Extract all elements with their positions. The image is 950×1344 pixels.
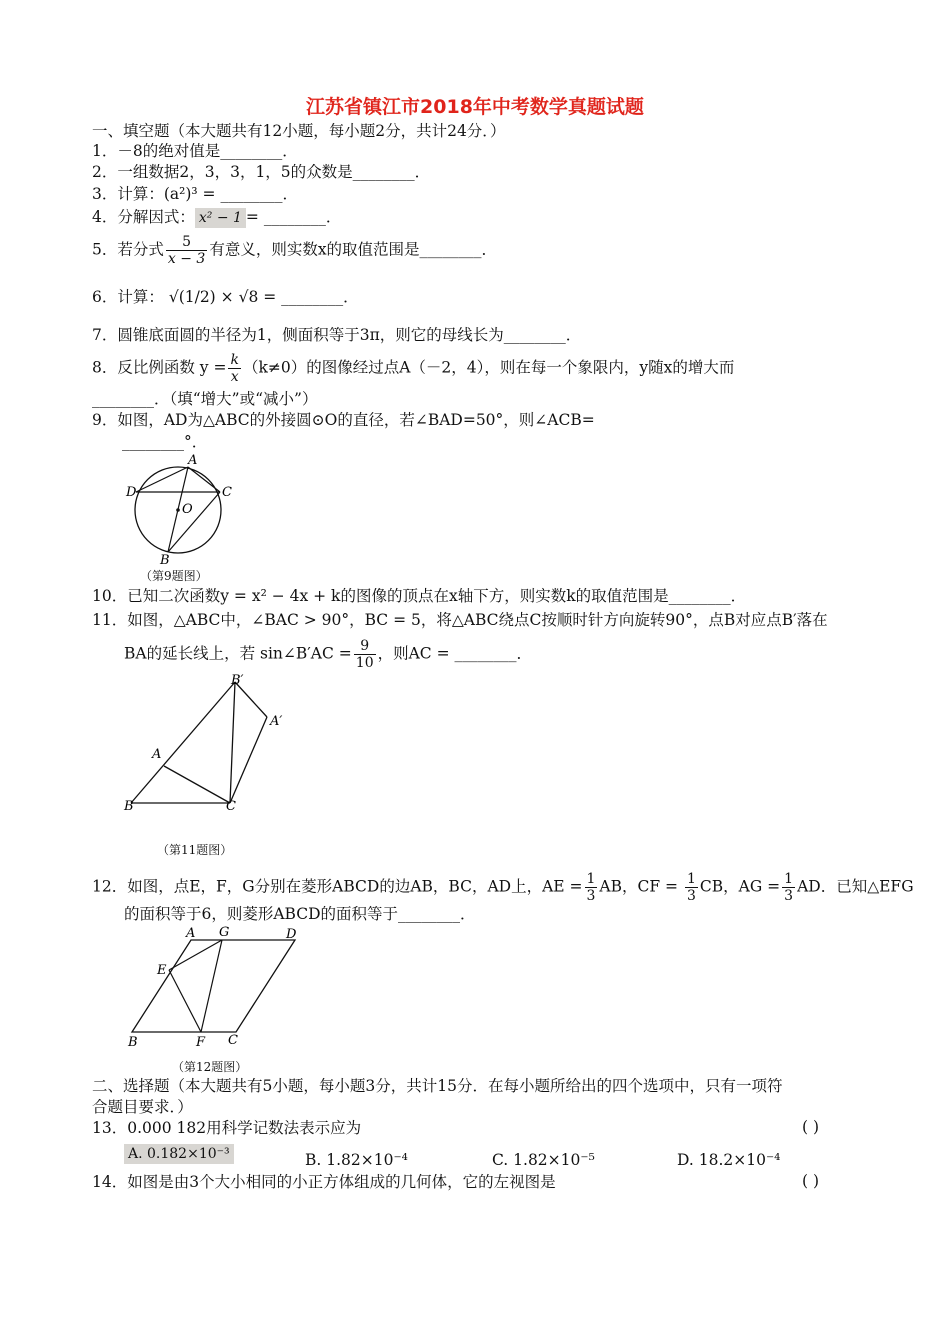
fig12-label-c: C [228, 1033, 238, 1048]
question-8-line2: ________．（填“增大”或“减小”） [92, 390, 318, 408]
q11-fraction [354, 638, 376, 671]
page-title: 江苏省镇江市2018年中考数学真题试题 [306, 96, 644, 118]
fig9-label-o: O [182, 502, 193, 517]
q12-2-den: 3 [686, 888, 696, 904]
question-13: 13．0.000 182用科学记数法表示应为 [92, 1119, 362, 1137]
q8-suffix: （k≠0）的图像经过点A（－2，4），则在每一个象限内，y随x的增大而 [242, 358, 735, 377]
section1-heading: 一、填空题（本大题共有12小题，每小题2分，共计24分．） [92, 122, 506, 140]
fig12-label-g: G [219, 925, 230, 940]
section2-heading: 二、选择题（本大题共有5小题，每小题3分，共计15分．在每小题所给出的四个选项中，只有一项符 [92, 1077, 783, 1095]
q11-denominator: 10 [355, 655, 374, 671]
q4-expression-image: x² − 1 [195, 208, 246, 228]
q12-2-text: CB，AG = [699, 877, 781, 896]
question-11: 11．如图，△ABC中，∠BAC > 90°，BC = 5，将△ABC绕点C按顺时针方向旋转90°，点B对应点B′落在 [92, 611, 828, 629]
question-9: 9．如图，AD为△ABC的外接圆⊙O的直径，若∠BAD=50°，则∠ACB= [92, 411, 595, 429]
figure-12 [120, 922, 320, 1052]
q12-text-b: AB，CF = [599, 877, 679, 896]
q13-options [124, 1143, 234, 1164]
fig11-label-a-prime: A′ [270, 714, 283, 729]
fig12-caption: （第12题图） [172, 1060, 248, 1074]
q11-numerator: 9 [354, 638, 376, 655]
fig9-label-d: D [126, 485, 137, 500]
fig12-label-e: E [157, 963, 167, 978]
q13-answer-paren: ( ) [802, 1118, 820, 1136]
q6-suffix: = ________． [263, 288, 359, 306]
section2-heading-line2: 合题目要求．） [92, 1098, 193, 1116]
question-7: 7．圆锥底面圆的半径为1，侧面积等于3π，则它的母线长为________． [92, 326, 582, 344]
q5-fraction [166, 234, 207, 267]
question-6 [92, 287, 359, 307]
q12-frac-1 [585, 871, 598, 904]
question-10: 10．已知二次函数y = x² − 4x + k的图像的顶点在x轴下方，则实数k的取值范围是________． [92, 587, 747, 605]
fig12-label-d: D [286, 927, 297, 942]
q13-option-d: D. 18.2×10⁻⁴ [677, 1151, 781, 1169]
figure-9 [120, 450, 240, 570]
q6-expression: √(1/2) × √8 [168, 288, 259, 306]
question-4 [92, 207, 341, 228]
q5-denominator: x − 3 [167, 251, 206, 267]
q12-2-num: 1 [686, 871, 696, 887]
q12-3-num: 1 [784, 871, 794, 887]
q13-option-a: A. 0.182×10⁻³ [124, 1144, 234, 1164]
q12-frac-1-num: 1 [586, 871, 596, 887]
q8-prefix: 8．反比例函数 y = [92, 358, 227, 377]
fig11-caption: （第11题图） [157, 843, 233, 857]
question-11-line2 [124, 638, 532, 671]
question-1: 1．－8的绝对值是________． [92, 142, 298, 160]
fig9-label-b: B [160, 553, 170, 568]
q8-fraction [228, 352, 240, 385]
question-12-line2: 的面积等于6，则菱形ABCD的面积等于________． [124, 905, 476, 923]
question-5 [92, 234, 497, 267]
q12-2-frac [685, 871, 698, 904]
question-3: 3．计算：(a²)³ = ________． [92, 185, 298, 203]
q14-answer-paren: ( ) [802, 1172, 820, 1190]
fig11-label-b-prime: B′ [231, 673, 244, 688]
q6-prefix: 6．计算： [92, 288, 164, 306]
q5-numerator: 5 [166, 234, 207, 251]
fig9-label-c: C [222, 485, 232, 500]
q11-prefix: BA的延长线上，若 sin∠B′AC = [124, 644, 352, 663]
fig12-label-f: F [196, 1035, 206, 1050]
question-8 [92, 352, 734, 385]
q8-numerator: k [230, 352, 239, 368]
q11-suffix: ，则AC = ________． [377, 644, 533, 663]
fig11-label-c: C [226, 799, 236, 814]
q5-suffix: 有意义，则实数x的取值范围是________． [209, 240, 498, 259]
question-12 [92, 871, 914, 904]
q12-3-frac [782, 871, 795, 904]
q4-suffix: = ________． [245, 208, 342, 226]
q13-option-b: B. 1.82×10⁻⁴ [305, 1151, 408, 1169]
q12-text-a: 12．如图，点E，F，G分别在菱形ABCD的边AB，BC，AD上，AE = [92, 877, 583, 896]
fig11-label-a: A [152, 747, 162, 762]
question-9-line2: ________°． [122, 433, 208, 451]
q8-denominator: x [230, 369, 239, 385]
q12-3-den: 3 [784, 888, 794, 904]
q12-3-text: AD．已知△EFG [797, 877, 914, 896]
fig9-caption: （第9题图） [140, 569, 208, 583]
q5-prefix: 5．若分式 [92, 240, 164, 259]
fig12-label-b: B [128, 1035, 138, 1050]
q4-prefix: 4．分解因式： [92, 208, 195, 226]
fig9-label-a: A [188, 453, 198, 468]
q12-frac-1-den: 3 [586, 888, 596, 904]
question-14: 14．如图是由3个大小相同的小正方体组成的几何体，它的左视图是 [92, 1173, 556, 1191]
figure-11 [120, 670, 290, 815]
fig11-label-b: B [124, 799, 134, 814]
q13-option-c: C. 1.82×10⁻⁵ [492, 1151, 595, 1169]
question-2: 2．一组数据2，3，3，1，5的众数是________． [92, 163, 431, 181]
fig12-label-a: A [186, 926, 196, 941]
